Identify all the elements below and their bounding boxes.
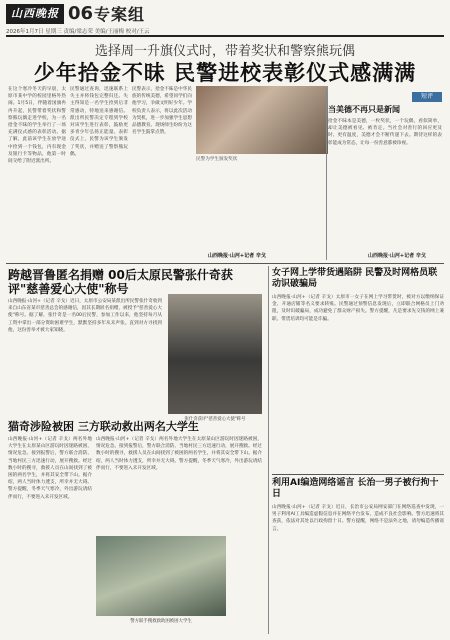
story-two-body: 山西晚报·山河+（记者 辛戈）近日，太原市公安局某派出所民警张什奇收到来自山东省某市慈善总会的感谢信，因其长期匿名捐赠，被授予"慈善爱心大使"称号。据了解，张什奇是一名00后民警，参加工作以来，他坚持每月从工资中拿出一部分资助困难学生，默默坚持多年从未声张。直到对方寻找到他，这份善举才被大家知晓。 [8, 299, 162, 333]
comment-body: 拾金不昧本是美德，一枚奖状，一个玩偶，看似简单，却让美德被看见、被肯定。当社会对善行的回应更及时、更有温度，美德才会不断传递下去。期待这样的表彰能成为常态，让每一份善意都被珍视。 [328, 119, 442, 146]
dateline: 2026年1月7日 星期三 责编/梁志荣 美编/王丽梅 校对/王云 [6, 29, 150, 35]
story-three-headline: 猫奇涉险被困 三方联动救出两名大学生 [8, 420, 199, 433]
section-rule-2 [272, 474, 444, 475]
page-number: 06 [68, 3, 94, 24]
masthead-rule [6, 35, 444, 37]
section-rule [6, 263, 444, 264]
lead-photo-caption: 民警为学生颁发奖状 [196, 157, 238, 162]
story-three-col-2: 山西晚报·山河+（记者 辛戈）两名外地大学生在太原某山区游玩时因迷路被困，情况危急。接到报警后，警方联合消防、当地村民三方迅速行动，展开搜救。经过数小时的搜寻，救援人员在山间找到了被困的两名学生，并将其安全带下山。据介绍，两人当时体力透支，所幸并无大碍。警方提醒，冬季天气寒冷，外出游玩请结伴而行，不要进入未开发区域。 [96, 437, 262, 471]
story-five-body: 山西晚报·山河+（记者 辛戈）近日，长治市公安局网安部门在网络巡查中发现，一男子利用AI工具编造虚假信息并在网络平台发布，造成不良社会影响。警方迅速将其查获，依法对其处以行政拘留十日。警方提醒，网络不是法外之地，请勿编造传播谣言。 [272, 505, 444, 532]
comment-credit: 山西晚报·山河+记者 辛戈 [368, 253, 426, 259]
story-four-body: 山西晚报·山河+（记者 辛戈）太原市一女子在网上学习带货时，被对方以缴纳保证金、开通店铺等名义要求转账。民警通过预警信息发现后，立即联合网格员上门劝阻，及时识破骗局，成功避免了群众财产损失。警方提醒，凡是要求先交钱的网上兼职、带货培训均可能是诈骗。 [272, 295, 444, 322]
masthead [6, 4, 444, 26]
lead-col-3: 民警表示，拾金不昧是中华民族的传统美德，希望同学们向他学习，争做文明好少年。学校负责人表示，将以此次活动为契机，进一步加强学生思想品德教育。现场师生纷纷为这名学生鼓掌点赞。 [132, 87, 192, 136]
story-two-photo [168, 294, 262, 414]
lead-col-2: 民警通过查询，迅速联系上失主并将钱包完整归还。失主得知是一名学生捡到后非常感动，特地送来感谢信。派出所民警决定专程到学校对该学生进行表彰，鼓励更多青少年弘扬正能量。表彰仪式上，民警为该学生颁发了奖状，并赠送了警察熊玩偶。 [70, 87, 128, 157]
lead-credit: 山西晚报·山河+记者 辛戈 [208, 253, 266, 259]
newspaper-logo: 山西晚报 [6, 4, 64, 24]
story-three-photo [96, 536, 226, 616]
story-four-headline: 女子网上学带货遇陷阱 民警及时网格员联动识破骗局 [272, 268, 438, 289]
story-three-col-1: 山西晚报·山河+（记者 辛戈）两名外地大学生在太原某山区游玩时因迷路被困，情况危急。接到报警后，警方联合消防、当地村民三方迅速行动，展开搜救。经过数小时的搜寻，救援人员在山间找到了被困的两名学生，并将其安全带下山。据介绍，两人当时体力透支，所幸并无大碍。警方提醒，冬季天气寒冷，外出游玩请结伴而行，不要进入未开发区域。 [8, 437, 92, 500]
lead-photo [196, 86, 328, 154]
section-title: 专案组 [94, 5, 146, 24]
lead-col-1: 在这个寒冷冬天的早晨，太原市某中学的校园里格外热闹。1月5日，伴随着国旗冉冉升起，民警带着奖状和警察熊玩偶走进学校，为一名拾金不昧的学生举行了一场充满仪式感的表彰活动。据了解，此前该学生在放学途中捡到一个钱包，内有现金及银行卡等物品，他第一时间交给了附近派出所。 [8, 87, 66, 165]
column-divider-2 [268, 266, 269, 634]
story-five-headline: 利用AI编造网络谣言 长治一男子被行拘十日 [272, 478, 439, 499]
comment-tag: 短评 [412, 92, 442, 102]
column-divider [326, 88, 327, 260]
story-two-photo-caption: 张什奇获评"慈善爱心大使"称号 [184, 417, 246, 422]
comment-title: 当美德不再只是新闻 [328, 105, 400, 114]
lead-headline: 少年拾金不昧 民警进校表彰仪式感满满 [33, 61, 417, 85]
side-comment [328, 92, 442, 262]
story-three-photo-caption: 警方联手搜救救助困被困大学生 [130, 619, 192, 624]
lead-subhead: 选择周一升旗仪式时，带着奖状和警察熊玩偶 [94, 44, 355, 59]
story-two-headline: 跨越晋鲁匿名捐赠 00后太原民警张什奇获评"慈善爱心大使"称号 [8, 268, 233, 296]
